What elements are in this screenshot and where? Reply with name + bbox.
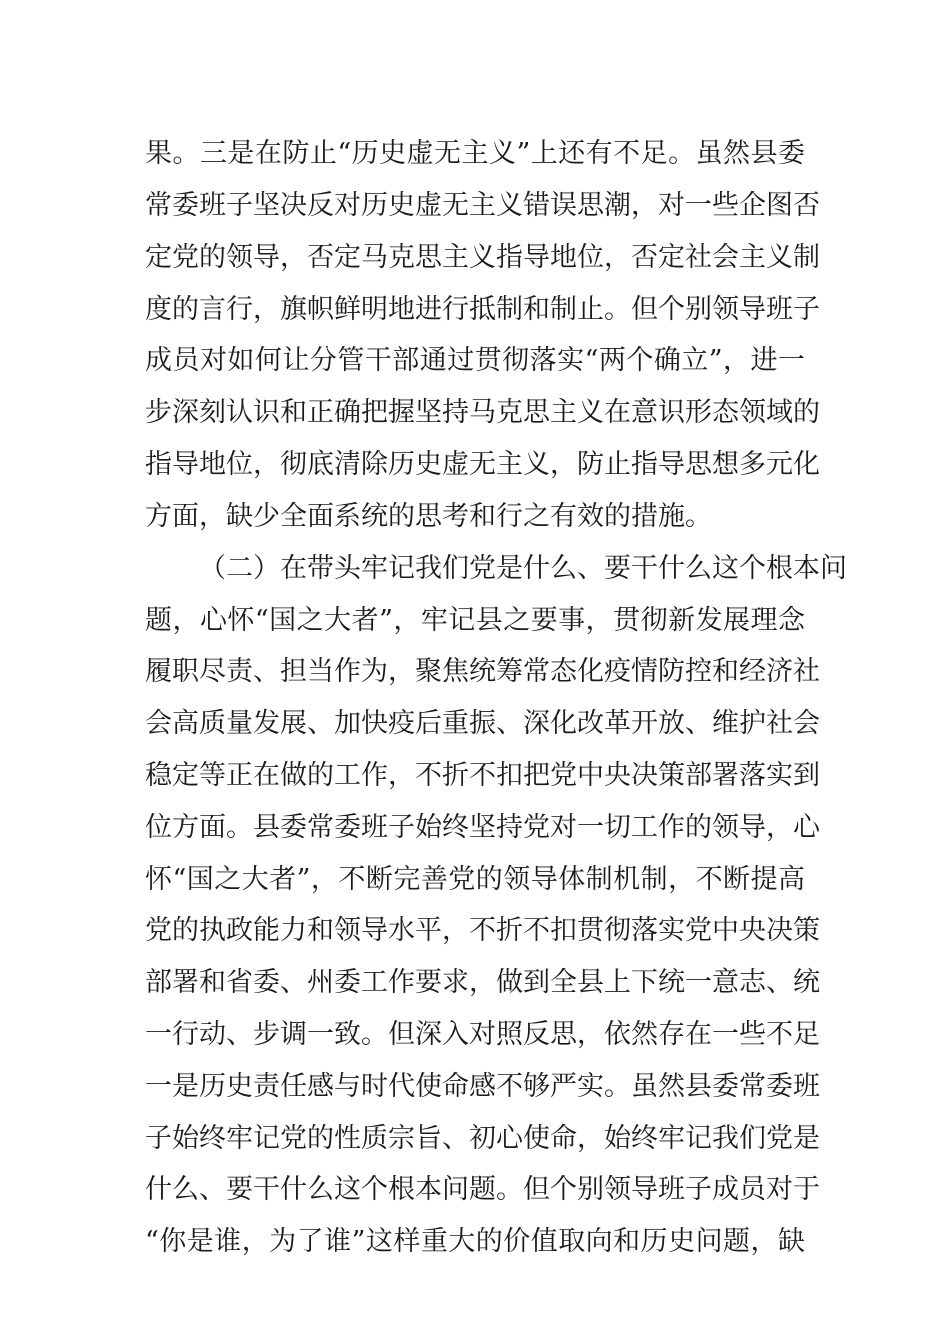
text-line: 题，心怀“国之大者”，牢记县之要事，贯彻新发展理念 xyxy=(145,605,805,636)
text-line: 位方面。县委常委班子始终坚持党对一切工作的领导，心 xyxy=(145,812,820,843)
text-line: 怀“国之大者”，不断完善党的领导体制机制，不断提高 xyxy=(145,864,805,895)
text-line: 指导地位，彻底清除历史虚无主义，防止指导思想多元化 xyxy=(145,449,820,480)
text-line: 会高质量发展、加快疫后重振、深化改革开放、维护社会 xyxy=(145,708,820,739)
text-line: 什么、要干什么这个根本问题。但个别领导班子成员对于 xyxy=(145,1174,820,1205)
text-line: 稳定等正在做的工作，不折不扣把党中央决策部署落实到 xyxy=(145,760,820,791)
text-line: 党的执政能力和领导水平，不折不扣贯彻落实党中央决策 xyxy=(145,915,820,946)
text-line: 部署和省委、州委工作要求，做到全县上下统一意志、统 xyxy=(145,967,820,998)
text-line: “你是谁，为了谁”这样重大的价值取向和历史问题，缺 xyxy=(145,1226,805,1257)
text-line: 定党的领导，否定马克思主义指导地位，否定社会主义制 xyxy=(145,242,820,273)
text-line: 一行动、步调一致。但深入对照反思，依然存在一些不足 xyxy=(145,1019,820,1050)
text-line: 成员对如何让分管干部通过贯彻落实“两个确立”，进一 xyxy=(145,345,805,376)
text-line: 常委班子坚决反对历史虚无主义错误思潮，对一些企图否 xyxy=(145,190,820,221)
text-line: 度的言行，旗帜鲜明地进行抵制和制止。但个别领导班子 xyxy=(145,294,820,325)
paragraph-heading-line: （二）在带头牢记我们党是什么、要干什么这个根本问 xyxy=(199,553,847,584)
text-line: 果。三是在防止“历史虚无主义”上还有不足。虽然县委 xyxy=(145,138,805,169)
text-line: 方面，缺少全面系统的思考和行之有效的措施。 xyxy=(145,501,712,532)
text-line: 子始终牢记党的性质宗旨、初心使命，始终牢记我们党是 xyxy=(145,1123,820,1154)
text-line: 一是历史责任感与时代使命感不够严实。虽然县委常委班 xyxy=(145,1071,820,1102)
text-line: 履职尽责、担当作为，聚焦统筹常态化疫情防控和经济社 xyxy=(145,656,820,687)
text-line: 步深刻认识和正确把握坚持马克思主义在意识形态领域的 xyxy=(145,397,820,428)
